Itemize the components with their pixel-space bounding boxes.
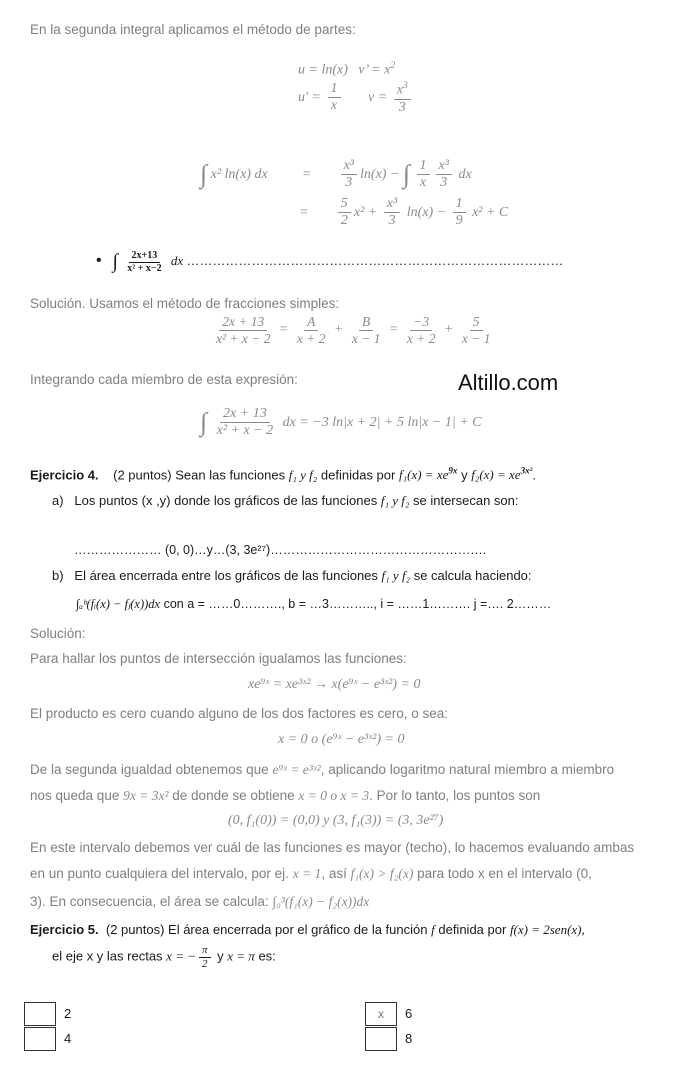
ej5-text: y — [217, 948, 224, 964]
frac-num: 2x + 13 — [220, 406, 270, 423]
frac-den: x + 2 — [406, 330, 436, 346]
sol4-l4-text: . Por lo tanto, los puntos son — [369, 788, 541, 803]
frac-den: 3 — [345, 175, 353, 191]
ej4-b-answer — [76, 596, 551, 612]
frac — [436, 158, 452, 191]
final-integral-rhs: dx = −3 ln|x + 2| + 5 ln|x − 1| + C — [282, 414, 482, 430]
v-num-exp: 3 — [402, 80, 408, 91]
frac — [341, 158, 357, 191]
integral-row-1 — [200, 158, 472, 191]
ej4-f1def: f₁(x) = xe — [398, 467, 449, 483]
term: ln(x) − — [406, 204, 447, 220]
frac — [214, 406, 277, 439]
frac-num: π — [199, 944, 211, 958]
ej4-f1f2: f₁ y f₂ — [380, 493, 410, 508]
frac-num: 1 — [453, 196, 466, 213]
integrando-text: Integrando cada miembro de esta expresión: — [30, 372, 298, 387]
sol4-l7-math: ∫₀³(f₁(x) − f₂(x))dx — [272, 894, 370, 909]
frac-num: B — [359, 314, 373, 331]
ej4-a-text: se intersecan son: — [413, 493, 519, 508]
bullet-dots: …………………………………………………………………………… — [186, 252, 564, 268]
bullet-dot: • — [96, 251, 102, 269]
ej5-text: es: — [258, 948, 276, 964]
sol4-l7 — [30, 894, 369, 910]
ej4-a — [52, 493, 519, 509]
frac-num: 2x + 13 — [219, 314, 267, 331]
frac-den: 9 — [455, 213, 463, 229]
v-num: x — [396, 82, 403, 98]
frac — [404, 314, 439, 346]
ej4-b-label: b) — [52, 568, 64, 583]
frac-den: x² + x − 2 — [216, 330, 271, 346]
frac-num: 2x+13 — [129, 250, 161, 263]
parts-u-prime-frac — [328, 81, 341, 114]
ej4-b — [52, 568, 532, 584]
frac-num: A — [304, 314, 318, 331]
sol4-l6-text: en un punto cualquiera del intervalo, por ej. — [30, 866, 289, 881]
parts-row-1 — [298, 60, 395, 79]
sol4-l6-text: para todo x en el intervalo (0, — [417, 866, 592, 881]
sol4-l3-text: De la segunda igualdad obtenemos que — [30, 762, 269, 777]
intro-text: En la segunda integral aplicamos el método de partes: — [30, 22, 356, 37]
sol4-l4-text: de donde se obtiene — [172, 788, 295, 803]
integral-sign: ∫ — [200, 159, 208, 189]
ej4-text: definidas por — [320, 467, 396, 483]
ej4-b-con: con a = ……0………., b = …3……….., i = ……1………. j =…. 2……… — [163, 597, 552, 611]
ej5-heading — [30, 922, 585, 938]
ej5-math: x = π — [227, 948, 255, 964]
sol4-l6-text: , así — [321, 866, 347, 881]
option-label-2: 2 — [64, 1006, 72, 1021]
sol4-l4-text: nos queda que — [30, 788, 120, 803]
sol4-l4-math: 9x = 3x² — [123, 788, 169, 803]
option-checkbox-6[interactable]: x — [365, 1002, 397, 1026]
frac — [459, 314, 494, 346]
ej4-f1f2: f₁ y f₂ — [288, 467, 318, 483]
frac-num: x³ — [341, 158, 357, 175]
sol4-l4 — [30, 788, 540, 804]
ej5-math: x = − — [166, 948, 196, 964]
frac — [294, 314, 329, 346]
parts-row-2 — [298, 80, 414, 116]
option-checkbox-4[interactable] — [24, 1027, 56, 1051]
frac-den: x − 1 — [461, 330, 491, 346]
sol4-l6-math: x = 1 — [292, 866, 322, 881]
ej4-f2exp: 3x² — [520, 466, 533, 476]
sol4-l2: El producto es cero cuando alguno de los dos factores es cero, o sea: — [30, 706, 449, 721]
frac — [338, 196, 351, 229]
ej5-f: f — [431, 922, 435, 937]
ej4-f1exp: 9x — [448, 466, 458, 476]
ej4-title: Ejercicio 4. — [30, 467, 99, 483]
integral-row-2 — [300, 196, 508, 229]
integral-sign: ∫ — [200, 407, 208, 437]
term: ln(x) − — [360, 166, 400, 182]
option-checkbox-8[interactable] — [365, 1027, 397, 1051]
frac-num: 1 — [328, 81, 341, 98]
integral-eq-1: = — [302, 166, 311, 182]
ej4-f2def: f₂(x) = xe — [471, 467, 521, 483]
integral-sign: ∫ — [112, 250, 118, 273]
frac-num: x³ — [384, 196, 400, 213]
frac-num: 5 — [338, 196, 351, 213]
ej5-text: el eje x y las rectas — [52, 948, 163, 964]
ej5-text: definida por — [438, 922, 507, 937]
ej5-fdef: f(x) = 2sen(x), — [509, 922, 585, 937]
integral-sign: ∫ — [402, 159, 411, 189]
frac-den: x — [330, 98, 338, 114]
sol4-l6-math: f₁(x) > f₂(x) — [350, 866, 414, 881]
frac-den: 2 — [340, 213, 348, 229]
ej4-text: y — [461, 467, 468, 483]
parts-u-prime-lhs: u′ = — [298, 90, 322, 106]
bullet-frac — [124, 250, 164, 274]
parts-v-prime: v’ = x — [358, 62, 391, 78]
sol4-eq3: (0, f₁(0)) = (0,0) y (3, f₁(3)) = (3, 3e²⁷) — [228, 813, 444, 828]
ej5-title: Ejercicio 5. — [30, 922, 99, 937]
frac-den: 3 — [440, 175, 448, 191]
ej4-b-text: El área encerrada entre los gráficos de las funciones — [74, 568, 378, 583]
sol4-l3 — [30, 762, 614, 778]
ej4-a-answer: ………………… (0, 0)…y…(3, 3e²⁷)……………………………………………. — [74, 543, 487, 557]
frac-num: 1 — [417, 158, 430, 175]
frac-den: 2 — [202, 957, 208, 970]
term: x² + C — [472, 204, 509, 220]
frac-den: x² + x − 2 — [216, 423, 274, 439]
frac-den: x² + x−2 — [127, 262, 162, 274]
parts-v-frac — [394, 80, 411, 116]
parts-v-prime-exp: 2 — [390, 60, 396, 71]
ej4-f1f2: f₁ y f₂ — [381, 568, 411, 583]
frac — [417, 158, 430, 191]
final-integral — [200, 406, 482, 439]
bullet-item — [96, 250, 563, 274]
sol4-eq2: x = 0 o (e⁹ˣ − e³ˣ²) = 0 — [278, 732, 405, 747]
option-label-6: 6 — [405, 1006, 413, 1021]
term: dx — [170, 252, 184, 268]
fractions-eq: $\frac{2x + 13}{\text{x² + x − 2}}$ = $\frac{A}{x + 2}$ + $\frac{B}{x - 1}$ = $\frac{-3}{x + 2}$ + $\frac{5}{x - 1}$ — [210, 314, 496, 346]
sol4-l3-math: e⁹ˣ = e³ˣ² — [272, 762, 321, 777]
frac-num: 5 — [470, 314, 483, 331]
frac — [453, 196, 466, 229]
integral-eq-2: = — [300, 204, 308, 220]
term: dx — [458, 166, 472, 182]
frac — [384, 196, 400, 229]
sol4-l6 — [30, 866, 592, 882]
frac-den: x + 2 — [296, 330, 326, 346]
sol4-eq1: xe⁹ˣ = xe³ˣ² → x(e⁹ˣ − e³ˣ²) = 0 — [248, 677, 421, 692]
sol4-title: Solución: — [30, 626, 86, 641]
sol4-l7-text: 3). En consecuencia, el área se calcula: — [30, 894, 269, 909]
frac-den: 3 — [398, 99, 406, 115]
ej4-text: (2 puntos) Sean las funciones — [113, 467, 286, 483]
ej4-heading: Ejercicio 4. (2 puntos) Sean las funciones f₁ y f₂ definidas por $f_1(x) = xe^{9x}$ y $f_2(x) = xe^{3x^2}$. — [30, 466, 537, 483]
sol4-l1: Para hallar los puntos de intersección igualamos las funciones: — [30, 651, 407, 666]
frac-num: −3 — [410, 314, 432, 331]
ej4-b-text: se calcula haciendo: — [413, 568, 532, 583]
ej5-line2 — [52, 944, 276, 970]
frac — [213, 314, 274, 346]
option-label-8: 8 — [405, 1031, 413, 1046]
option-label-4: 4 — [64, 1031, 72, 1046]
option-checkbox-2[interactable] — [24, 1002, 56, 1026]
ej5-text: (2 puntos) El área encerrada por el gráfico de la función — [105, 922, 428, 937]
solucion-fracciones: Solución. Usamos el método de fracciones simples: — [30, 296, 340, 311]
term: x² + — [353, 204, 378, 220]
sol4-l5: En este intervalo debemos ver cuál de las funciones es mayor (techo), lo hacemos evaluando ambas — [30, 840, 635, 855]
sol4-l4-math: x = 0 o x = 3 — [298, 788, 370, 803]
ej4-a-text: Los puntos (x ,y) donde los gráficos de las funciones — [74, 493, 378, 508]
frac-den: x — [419, 175, 427, 191]
ej4-a-label: a) — [52, 493, 64, 508]
frac-den: x − 1 — [351, 330, 381, 346]
parts-u: u = ln(x) — [298, 62, 348, 78]
frac-num — [394, 80, 411, 100]
ej4-b-formula: ∫ₐᵇ(fᵢ(x) − fⱼ(x))dx — [76, 597, 161, 611]
frac-den: 3 — [388, 213, 396, 229]
watermark-logo: Altillo.com — [458, 370, 559, 395]
pi-frac — [199, 944, 211, 970]
frac — [349, 314, 384, 346]
frac-num: x³ — [436, 158, 452, 175]
parts-v-lhs: v = — [368, 90, 388, 106]
sol4-l3-text: , aplicando logaritmo natural miembro a miembro — [320, 762, 615, 777]
integral-lhs: x² ln(x) dx — [210, 166, 268, 182]
